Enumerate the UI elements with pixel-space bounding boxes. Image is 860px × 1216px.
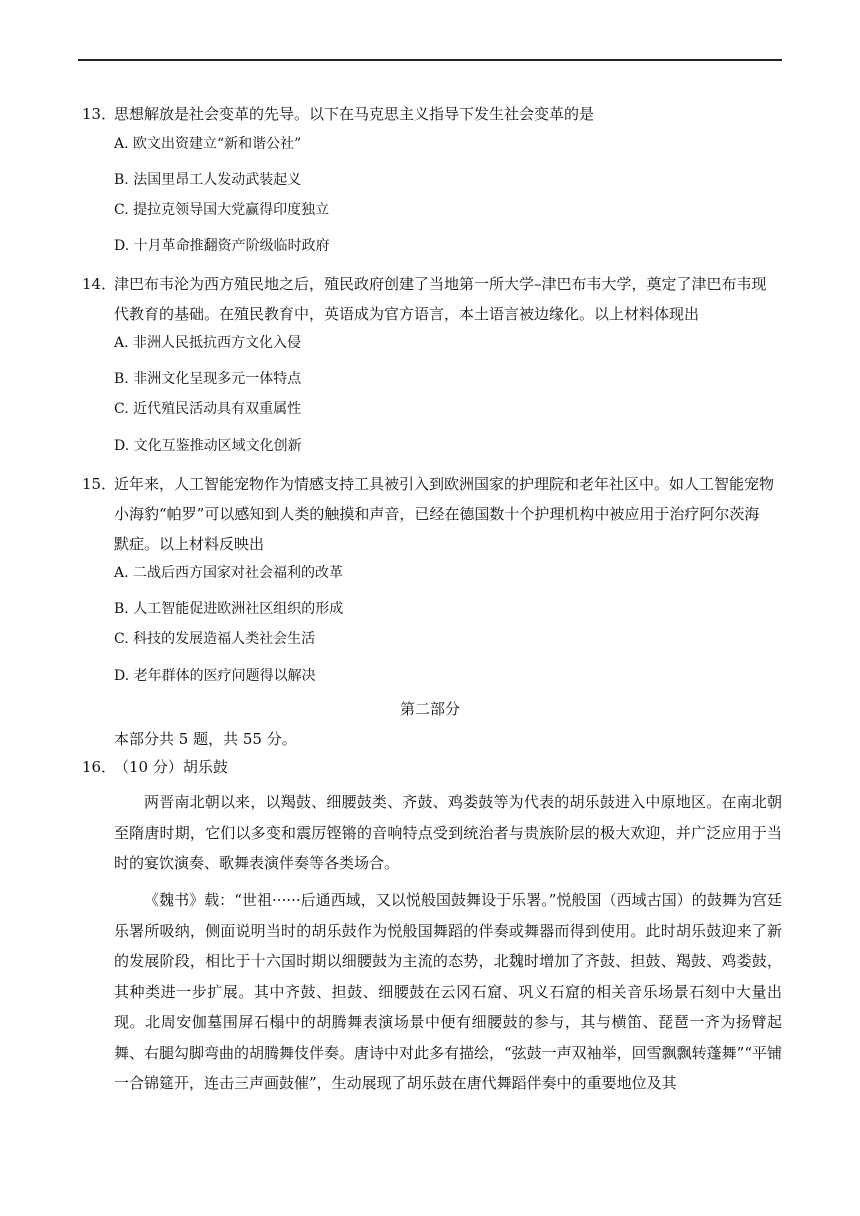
question-stem-line-2: 小海豹“帕罗”可以感知到人类的触摸和声音，已经在德国数十个护理机构中被应用于治疗阿尔茨海: [114, 505, 760, 523]
question-15: [82, 474, 782, 554]
header-rule: [78, 59, 782, 61]
question-stem-line-3: 默症。以上材料反映出: [114, 535, 265, 553]
question-13: [82, 104, 782, 124]
question-14: [82, 274, 782, 324]
option-a: A. 非洲人民抵抗西方文化入侵: [114, 335, 302, 351]
option-d: D. 文化互鉴推动区域文化创新: [114, 438, 302, 454]
option-b: B. 人工智能促进欧洲社区组织的形成: [114, 601, 344, 617]
question-stem-line-1: 近年来，人工智能宠物作为情感支持工具被引入到欧洲国家的护理院和老年社区中。如人工智能宠物: [114, 475, 775, 493]
option-a: A. 欧文出资建立“新和谐公社”: [114, 136, 302, 152]
section-note: 本部分共 5 题，共 55 分。: [114, 730, 297, 748]
question-stem: 思想解放是社会变革的先导。以下在马克思主义指导下发生社会变革的是: [114, 105, 595, 123]
question-header: （10 分）胡乐鼓: [114, 758, 228, 776]
question-16: [82, 757, 782, 777]
option-d: D. 老年群体的医疗问题得以解决: [114, 668, 316, 684]
question-number: 16．: [82, 758, 117, 776]
question-number: 15．: [82, 475, 117, 493]
option-a: A. 二战后西方国家对社会福利的改革: [114, 565, 344, 581]
option-c: C. 科技的发展造福人类社会生活: [114, 631, 316, 647]
option-d: D. 十月革命推翻资产阶级临时政府: [114, 238, 330, 254]
option-b: B. 非洲文化呈现多元一体特点: [114, 371, 302, 387]
option-b: B. 法国里昂工人发动武装起义: [114, 172, 302, 188]
option-c: C. 提拉克领导国大党赢得印度独立: [114, 202, 330, 218]
question-number: 13．: [82, 105, 117, 123]
passage-paragraph-2: 《魏书》载：“世祖······后通西域，又以悦般国鼓舞设于乐署。”悦般国（西域古国）的鼓舞为宫廷乐署所吸纳，侧面说明当时的胡乐鼓作为悦般国舞蹈的伴奏或舞器而得到使用。此时胡乐鼓迎来了新的发展阶段，相比于十六国时期以细腰鼓为主流的态势，北魏时增加了齐鼓、担鼓、羯鼓、鸡娄鼓，其种类进一步扩展。其中齐鼓、担鼓、细腰鼓在云冈石窟、巩义石窟的相关音乐场景石刻中大量出现。北周安伽墓围屏石榻中的胡腾舞表演场景中便有细腰鼓的参与，其与横笛、琵琶一齐为扬臂起舞、右腿勾脚弯曲的胡腾舞伎伴奏。唐诗中对此多有描绘，“弦鼓一声双袖举，回雪飘飘转蓬舞”“平铺一合锦筵开，连击三声画鼓催”，生动展现了胡乐鼓在唐代舞蹈伴奏中的重要地位及其: [114, 891, 783, 1092]
passage-paragraph-1: 两晋南北朝以来，以羯鼓、细腰鼓类、齐鼓、鸡娄鼓等为代表的胡乐鼓进入中原地区。在南北朝至隋唐时期，它们以多变和震厉铿锵的音响特点受到统治者与贵族阶层的极大欢迎，并广泛应用于当时的宴饮演奏、歌舞表演伴奏等各类场合。: [114, 793, 782, 872]
section-title: 第二部分: [399, 700, 460, 718]
question-stem-line-2: 代教育的基础。在殖民教育中，英语成为官方语言，本土语言被边缘化。以上材料体现出: [114, 305, 700, 323]
option-c: C. 近代殖民活动具有双重属性: [114, 401, 302, 417]
question-stem-line-1: 津巴布韦沦为西方殖民地之后，殖民政府创建了当地第一所大学–津巴布韦大学，奠定了津巴布韦现: [114, 275, 767, 293]
question-number: 14．: [82, 275, 117, 293]
